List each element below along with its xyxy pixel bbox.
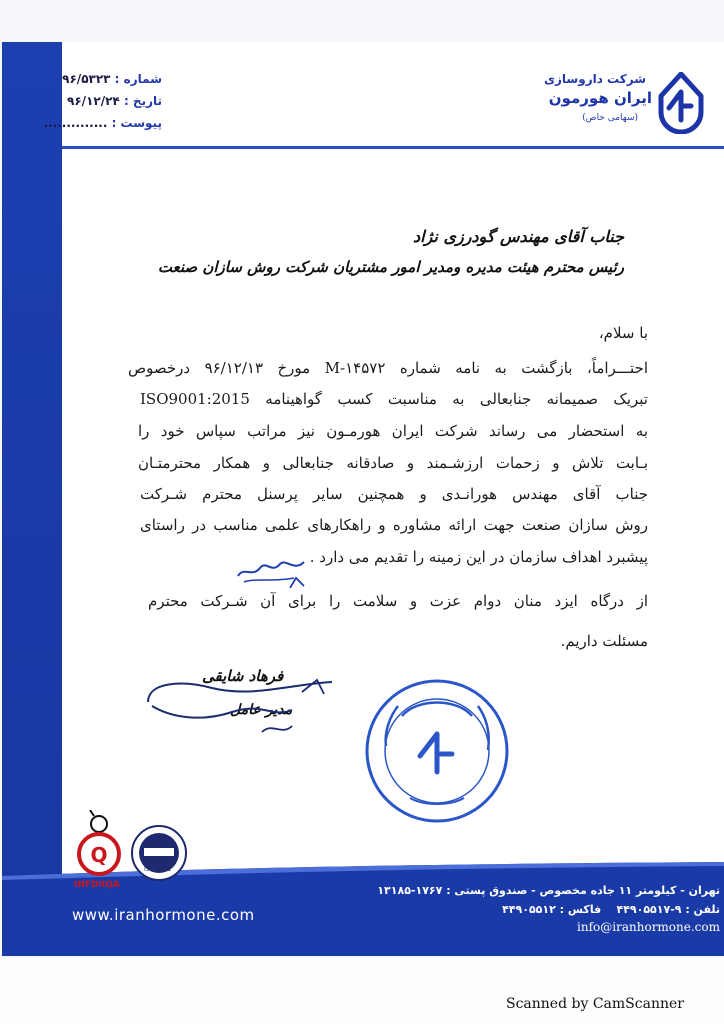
left-blue-band <box>2 42 62 956</box>
ref-number-row <box>62 72 162 86</box>
body-line: مسئلت داریم. <box>560 632 648 650</box>
date-row <box>62 94 162 108</box>
date-label: تاریخ : <box>123 94 162 108</box>
footer-fax: فاکس : ۴۴۹۰۵۵۱۲ <box>502 903 602 916</box>
company-logo-icon <box>657 72 705 134</box>
signatory-name: فرهاد شایقی <box>202 667 284 685</box>
ref-number-label: شماره : <box>114 72 162 86</box>
header-divider <box>62 146 724 149</box>
footer-phone: تلفن : ۹-۴۴۹۰۵۵۱۷ <box>616 903 720 916</box>
date-value: ۹۶/۱۲/۲۴ <box>67 94 120 108</box>
body-line: روش سازان صنعت جهت ارائه مشاوره و راهکارهای علمی مناسب در راستای <box>140 516 648 534</box>
company-name: ایران هورمون <box>548 89 652 107</box>
ref-number: ۹۶/۵۳۲۳ <box>62 72 111 86</box>
attachment-row <box>43 116 162 130</box>
body-line: بـابت تلاش و زحمات ارزشـمند و صادقانه جنابعالی و همکار محترمتـان <box>138 454 648 472</box>
footer-email: info@iranhormone.com <box>577 920 720 934</box>
greeting: با سلام، <box>598 324 648 342</box>
body-line: از درگاه ایزد منان دوام عزت و سلامت را برای آن شـرکت محترم <box>148 592 648 610</box>
footer-address: تهران - کیلومتر ۱۱ جاده مخصوص - صندوق پستی : ۱۷۶۷-۱۳۱۸۵ <box>377 884 720 897</box>
company-type: شرکت داروسازی <box>544 72 646 86</box>
company-legal-note: (سهامی خاص) <box>582 113 638 123</box>
recipient-title: رئیس محترم هیئت مدیره ومدیر امور مشتریان شرکت روش سازان صنعت <box>157 258 624 276</box>
body-line: به استحضار می رساند شرکت ایران هورمـون نیز مراتب سپاس خود را <box>138 422 648 440</box>
body-line: پیشبرد اهداف سازمان در این زمینه را تقدیم می دارد . <box>309 548 648 566</box>
body-line: تبریک صمیمانه جنابعالی به مناسبت کسب گواهینامه ISO9001:2015 <box>140 390 648 408</box>
attachment-label: پیوست : <box>111 116 162 130</box>
svg-text:Q: Q <box>90 843 108 867</box>
infdiiqa-certification-icon <box>72 810 126 888</box>
infdiiqa-label: INFDIIQA <box>74 880 120 890</box>
body-line: جناب آقای مهندس هورانـدی و همچنین سایر پرسنل محترم شـرکت <box>140 485 648 503</box>
footer-phone-fax <box>502 903 720 916</box>
signatory-title: مدیر عامل <box>230 702 293 718</box>
handwritten-signature <box>142 662 342 742</box>
letter-page <box>2 42 724 956</box>
company-website: www.iranhormone.com <box>72 906 255 924</box>
company-stamp <box>362 676 512 826</box>
recipient-name: جناب آقای مهندس گودرزی نژاد <box>413 227 624 246</box>
handwritten-insertion-mark <box>234 548 314 588</box>
iso-label: ISO 9001 <box>144 866 172 873</box>
iso-certification-icon <box>130 824 188 882</box>
attachment-value: .............. <box>43 116 108 130</box>
scanner-watermark: Scanned by CamScanner <box>506 996 684 1012</box>
body-line: احتـــراماً، بازگشت به نامه شماره M-۱۴۵۷۲ مورخ ۹۶/۱۲/۱۳ درخصوص <box>128 359 648 377</box>
